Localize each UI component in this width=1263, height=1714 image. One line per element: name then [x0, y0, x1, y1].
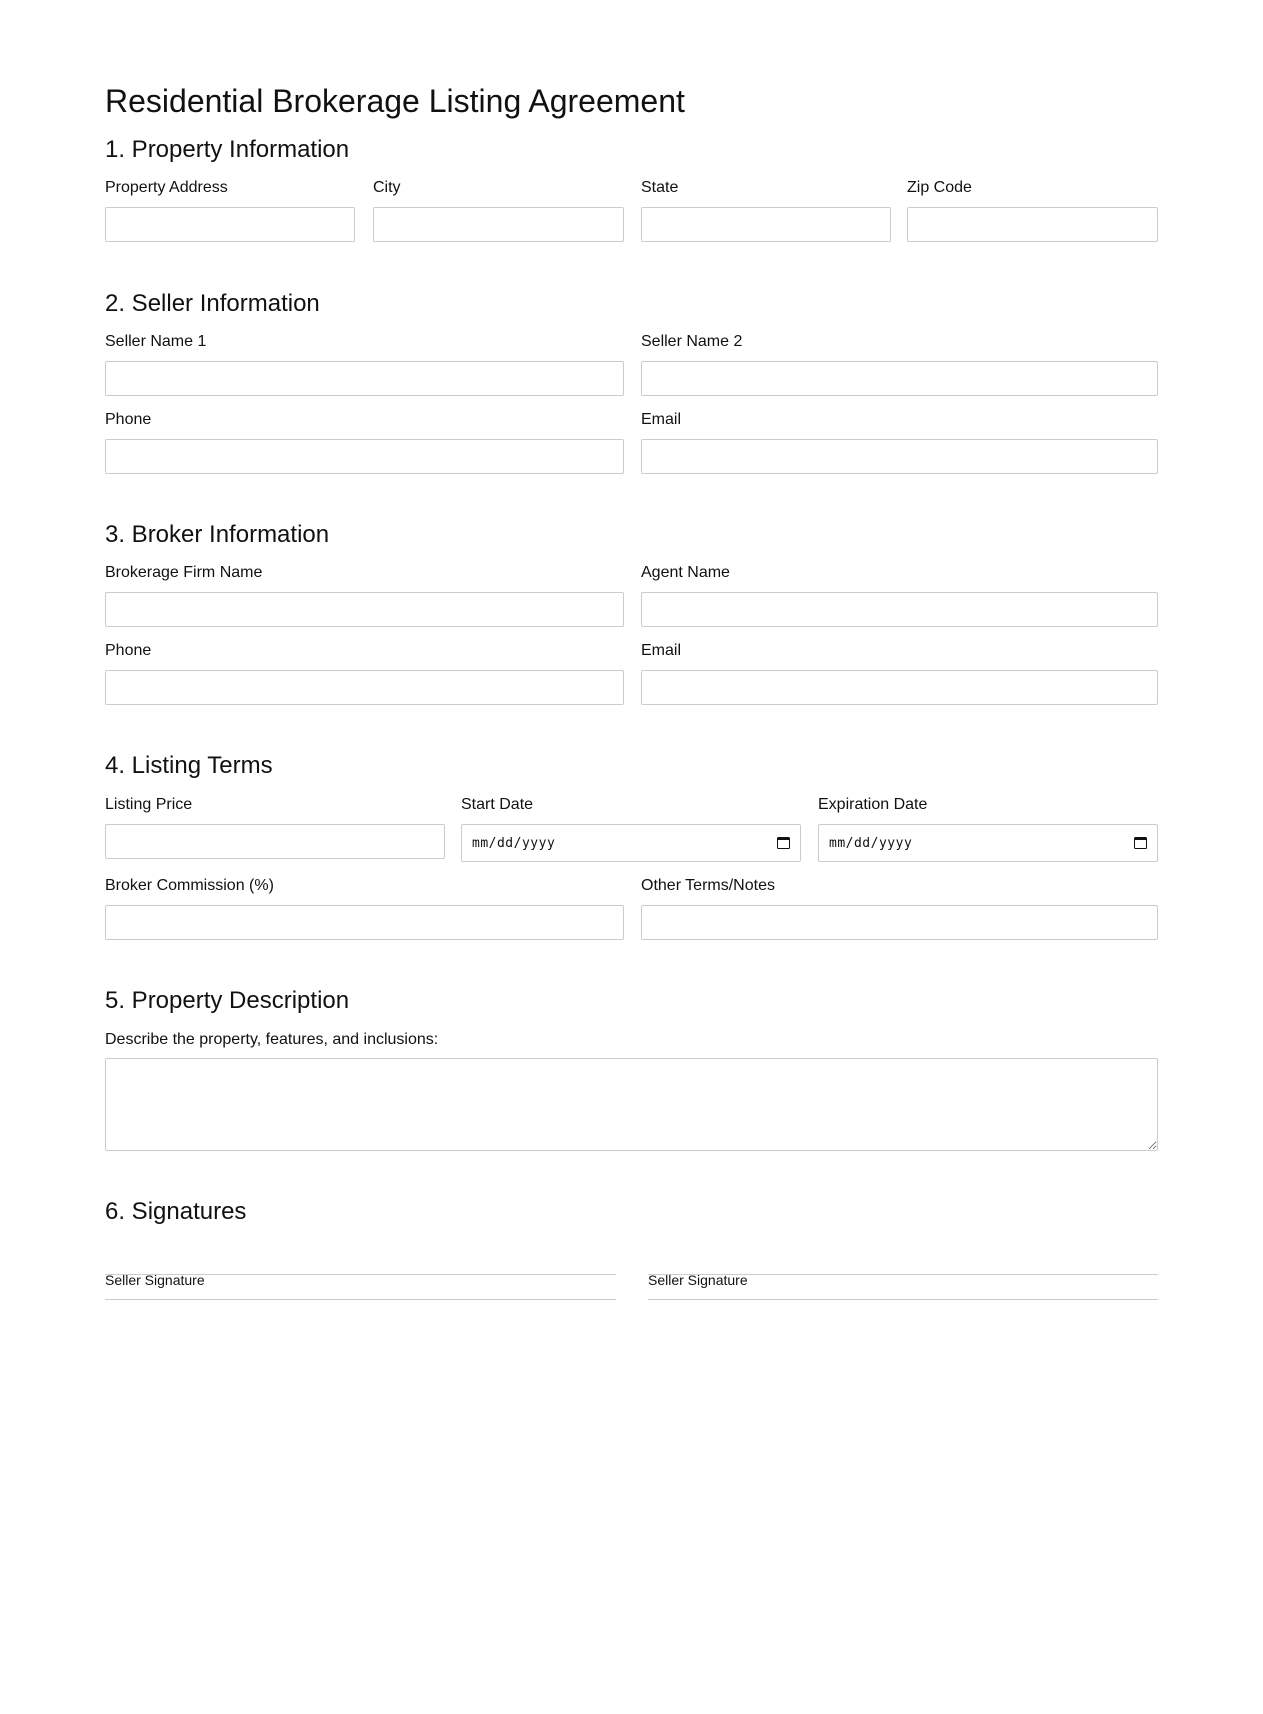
- broker-phone-input[interactable]: [105, 670, 624, 705]
- calendar-icon[interactable]: [1134, 837, 1147, 849]
- listing-price-input[interactable]: [105, 824, 445, 859]
- broker-commission-input[interactable]: [105, 905, 624, 940]
- agent-name-label: Agent Name: [641, 564, 730, 581]
- section-heading-property: 1. Property Information: [105, 136, 350, 163]
- broker-email-label: Email: [641, 642, 682, 659]
- city-label: City: [373, 179, 401, 196]
- seller-name-1-label: Seller Name 1: [105, 333, 207, 350]
- section-heading-property-description: 5. Property Description: [105, 987, 350, 1014]
- city-input[interactable]: [373, 207, 624, 242]
- seller-email-input[interactable]: [641, 439, 1158, 474]
- property-address-input[interactable]: [105, 207, 355, 242]
- broker-email-input[interactable]: [641, 670, 1158, 705]
- property-description-textarea[interactable]: [105, 1058, 1158, 1151]
- start-date-label: Start Date: [461, 796, 534, 813]
- other-terms-label: Other Terms/Notes: [641, 877, 775, 894]
- seller-signature-label: Seller Signature: [648, 1272, 748, 1288]
- brokerage-firm-input[interactable]: [105, 592, 624, 627]
- expiration-date-placeholder: mm/dd/yyyy: [829, 835, 913, 851]
- broker-commission-label: Broker Commission (%): [105, 877, 274, 894]
- other-terms-input[interactable]: [641, 905, 1158, 940]
- zip-code-label: Zip Code: [907, 179, 972, 196]
- seller-name-2-label: Seller Name 2: [641, 333, 743, 350]
- seller-signature-line-1[interactable]: [105, 1274, 616, 1300]
- state-label: State: [641, 179, 679, 196]
- state-input[interactable]: [641, 207, 891, 242]
- seller-email-label: Email: [641, 411, 682, 428]
- seller-name-1-input[interactable]: [105, 361, 624, 396]
- agent-name-input[interactable]: [641, 592, 1158, 627]
- section-heading-seller: 2. Seller Information: [105, 290, 320, 317]
- section-heading-broker: 3. Broker Information: [105, 521, 330, 548]
- calendar-icon[interactable]: [777, 837, 790, 849]
- seller-name-2-input[interactable]: [641, 361, 1158, 396]
- property-address-label: Property Address: [105, 179, 228, 196]
- start-date-input[interactable]: [461, 824, 801, 862]
- broker-phone-label: Phone: [105, 642, 152, 659]
- property-description-label: Describe the property, features, and inclusions:: [105, 1031, 439, 1048]
- brokerage-firm-label: Brokerage Firm Name: [105, 564, 263, 581]
- section-heading-signatures: 6. Signatures: [105, 1198, 247, 1225]
- seller-phone-label: Phone: [105, 411, 152, 428]
- seller-signature-label: Seller Signature: [105, 1272, 205, 1288]
- seller-phone-input[interactable]: [105, 439, 624, 474]
- start-date-placeholder: mm/dd/yyyy: [472, 835, 556, 851]
- listing-price-label: Listing Price: [105, 796, 193, 813]
- page-title: Residential Brokerage Listing Agreement: [105, 83, 685, 119]
- zip-code-input[interactable]: [907, 207, 1158, 242]
- seller-signature-line-2[interactable]: [648, 1274, 1158, 1300]
- expiration-date-label: Expiration Date: [818, 796, 928, 813]
- expiration-date-input[interactable]: [818, 824, 1158, 862]
- section-heading-listing-terms: 4. Listing Terms: [105, 752, 273, 779]
